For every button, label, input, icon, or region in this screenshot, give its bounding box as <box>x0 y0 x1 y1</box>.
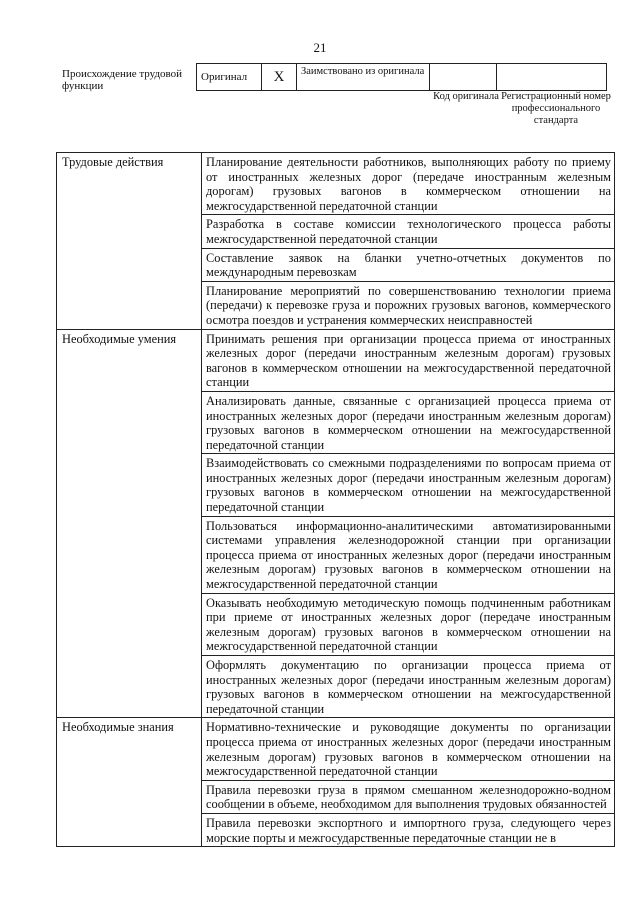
functions-table <box>56 152 615 847</box>
section-item: Планирование деятельности работников, выполняющих работу по приему от иностранных железных дорог (передаче иностранным железным дорогам) грузовых вагонов в коммерческом отношении на межгосударственной передаточной станции <box>202 153 615 215</box>
section-item: Правила перевозки груза в прямом смешанном железнодорожно-водном сообщении в объеме, необходимом для выполнения трудовых обязанностей <box>202 780 615 813</box>
reg-number-caption: Регистрационный номер профессионального стандарта <box>501 91 611 126</box>
original-mark: X <box>262 64 297 91</box>
section-item: Составление заявок на бланки учетно-отчетных документов по международным перевозкам <box>202 248 615 281</box>
borrowed-cell: Заимствовано из оригинала <box>297 64 430 91</box>
section-item: Взаимодействовать со смежными подразделениями по вопросам приема от иностранных железных дорог (передачи иностранным железным дорогам) грузовых вагонов в коммерческом отношении на межгосударственной передаточной станции <box>202 454 615 516</box>
code-caption: Код оригинала <box>433 91 499 102</box>
table-row <box>57 718 615 780</box>
section-item: Оформлять документацию по организации процесса приема от иностранных железных дорог (передачи иностранным железным дорогам) грузовых вагонов в коммерческом отношении на межгосударственной передаточной станции <box>202 656 615 718</box>
reg-number-cell <box>497 64 607 91</box>
page-number: 21 <box>313 40 327 55</box>
section-item: Оказывать необходимую методическую помощь подчиненным работникам при приеме от иностранных железных дорог (передаче иностранным железным дорогам) грузовых вагонов в коммерческом отношении на межгосударственной передаточной станции <box>202 593 615 655</box>
section-title: Необходимые умения <box>57 329 202 718</box>
original-cell: Оригинал <box>197 64 262 91</box>
section-item: Правила перевозки экспортного и импортного груза, следующего через морские порты и межгосударственные передаточные станции не в <box>202 813 615 846</box>
section-item: Планирование мероприятий по совершенствованию технологии приема (передачи) к перевозке груза и порожних грузовых вагонов, коммерческого осмотра поездов и устранения коммерческих неисправностей <box>202 281 615 329</box>
section-item: Анализировать данные, связанные с организацией процесса приема от иностранных железных дорог (передачи иностранным железным дорогам) грузовых вагонов в коммерческом отношении на межгосударственной передаточной станции <box>202 391 615 453</box>
origin-table <box>196 63 607 91</box>
section-item: Нормативно-технические и руководящие документы по организации процесса приема от иностранных железных дорог (передачи иностранным железным дорогам) грузовых вагонов в коммерческом отношении на межгосударственной передаточной станции <box>202 718 615 780</box>
functions-table-body <box>57 153 615 847</box>
table-row <box>57 153 615 215</box>
code-cell <box>430 64 497 91</box>
table-row <box>57 329 615 391</box>
section-title: Необходимые знания <box>57 718 202 847</box>
section-item: Пользоваться информационно-аналитическими автоматизированными системами управления железнодорожной станции при организации процесса приема от иностранных железных дорог (передачи иностранным железным дорогам) грузовых вагонов в коммерческом отношении на межгосударственной передаточной станции <box>202 516 615 593</box>
origin-label: Происхождение трудовой функции <box>62 68 183 92</box>
section-title: Трудовые действия <box>57 153 202 330</box>
section-item: Принимать решения при организации процесса приема от иностранных железных дорог (передачи иностранным железным дорогам) грузовых вагонов в коммерческом отношении на межгосударственной передаточной станции <box>202 329 615 391</box>
section-item: Разработка в составе комиссии технологического процесса работы межгосударственной передаточной станции <box>202 215 615 248</box>
